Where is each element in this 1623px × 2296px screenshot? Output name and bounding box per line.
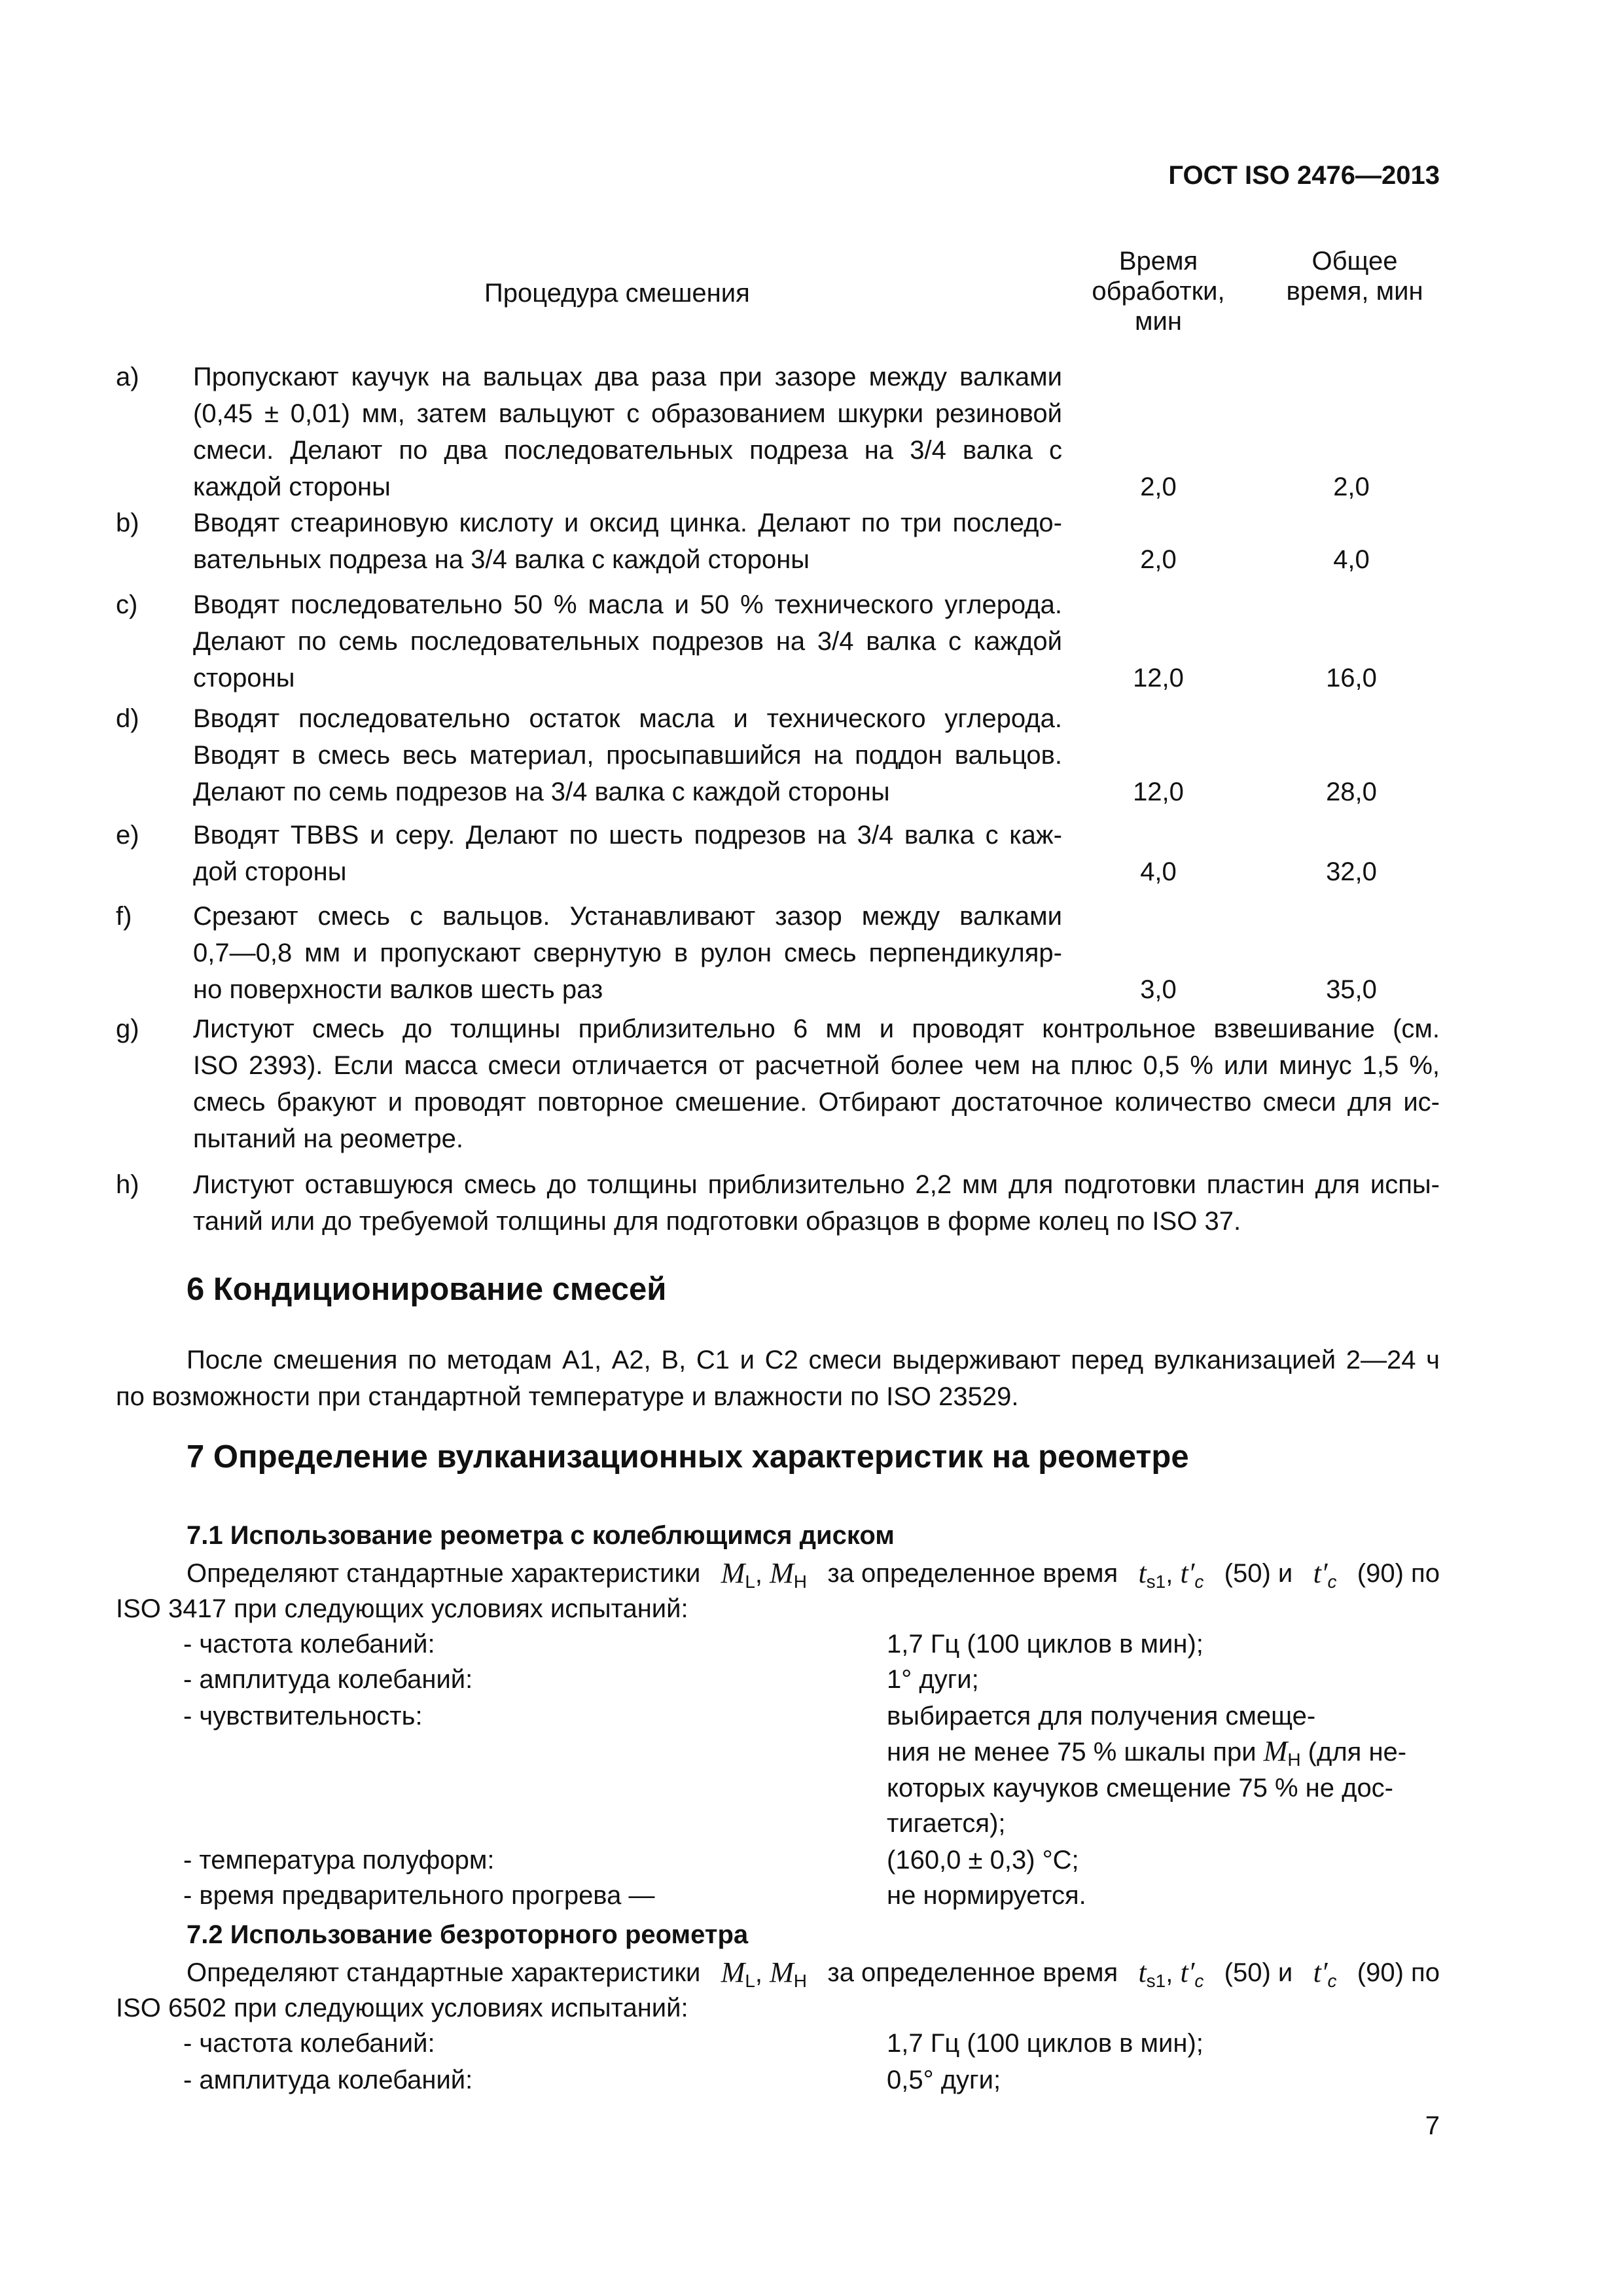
text: (90) по: [1357, 1958, 1440, 1987]
row-line: стороны: [193, 664, 295, 692]
item-text: [193, 1011, 1440, 1121]
row-time: 12,0: [1133, 778, 1184, 806]
row-line: каждой стороны: [193, 473, 391, 501]
condition-value: не нормируется.: [887, 1881, 1086, 1910]
column-total-line: Общее: [1311, 247, 1398, 276]
row-total: 35,0: [1326, 975, 1377, 1004]
condition-value: 1° дуги;: [887, 1665, 979, 1694]
row-time: 3,0: [1140, 975, 1177, 1004]
row-total: 32,0: [1326, 857, 1377, 886]
row-line: Делают по семь подрезов на 3/4 валка с каждой стороны: [193, 778, 890, 806]
text: (50) и: [1224, 1559, 1293, 1588]
row-line: Срезают смесь с вальцов. Устанавливают зазор между валками: [193, 902, 1062, 931]
symbol-ts1: $t_{s1}$, $t'_c$: [1138, 1956, 1204, 1991]
symbol-tc: $t'_c$: [1313, 1956, 1337, 1991]
paragraph-line: ISO 6502 при следующих условиях испытаний:: [116, 1994, 688, 2022]
row-text: [193, 817, 1062, 853]
column-total-line: время, мин: [1286, 277, 1423, 306]
row-line: но поверхности валков шесть раз: [193, 975, 603, 1004]
condition-key: - чувствительность:: [183, 1702, 423, 1731]
row-text: [193, 898, 1062, 971]
paragraph-line: по возможности при стандартной температуре и влажности по ISO 23529.: [116, 1382, 1019, 1411]
row-text: [193, 586, 1062, 660]
row-total: 4,0: [1333, 545, 1370, 574]
condition-key: - частота колебаний:: [183, 2029, 435, 2058]
condition-value: 0,5° дуги;: [887, 2066, 1001, 2094]
row-total: 16,0: [1326, 664, 1377, 692]
item-label: g): [116, 1014, 139, 1043]
row-line: (0,45 ± 0,01) мм, затем вальцуют с образованием шкурки резиновой: [193, 399, 1062, 428]
row-line: 0,7—0,8 мм и пропускают свернутую в рулон смесь перпендикуляр-: [193, 939, 1062, 967]
item-line: Листуют смесь до толщины приблизительно 6 мм и проводят контрольное взвешивание (см.: [193, 1014, 1440, 1043]
symbol-tc: $t'_c$: [1313, 1557, 1337, 1592]
row-time: 2,0: [1140, 473, 1177, 501]
row-line: смеси. Делают по два последовательных подреза на 3/4 валка с: [193, 436, 1062, 465]
row-time: 12,0: [1133, 664, 1184, 692]
row-line: Вводят стеариновую кислоту и оксид цинка. Делают по три последо-: [193, 509, 1062, 537]
condition-key: - время предварительного прогрева —: [183, 1881, 655, 1910]
condition-value: тигается);: [887, 1809, 1006, 1838]
row-label: b): [116, 509, 139, 537]
text: Определяют стандартные характеристики: [187, 1559, 701, 1588]
item-line: ISO 2393). Если масса смеси отличается от расчетной более чем на плюс 0,5 % или минус 1,5 %,: [193, 1051, 1440, 1080]
symbol-ts1: $t_{s1}$, $t'_c$: [1138, 1557, 1204, 1592]
condition-value: 1,7 Гц (100 циклов в мин);: [887, 1630, 1204, 1659]
text: за определенное время: [827, 1958, 1118, 1987]
paragraph-line: После смешения по методам А1, А2, В, С1 и С2 смеси выдерживают перед вулканизацией 2—24 ч: [187, 1346, 1440, 1374]
text: (90) по: [1357, 1559, 1440, 1588]
column-total-header: [1257, 246, 1453, 306]
row-label: c): [116, 590, 138, 619]
row-time: 4,0: [1140, 857, 1177, 886]
row-line: Вводят TBBS и серу. Делают по шесть подрезов на 3/4 валка с каж-: [193, 821, 1062, 850]
row-line: Вводят в смесь весь материал, просыпавшийся на поддон вальцов.: [193, 741, 1062, 770]
row-line: Делают по семь последовательных подрезов на 3/4 валка с каждой: [193, 627, 1062, 656]
row-label: d): [116, 704, 139, 733]
condition-value: ния не менее 75 % шкалы при $M_H$ (для не-: [887, 1735, 1407, 1770]
item-line: таний или до требуемой толщины для подготовки образцов в форме колец по ISO 37.: [193, 1207, 1241, 1236]
item-label: h): [116, 1170, 139, 1199]
condition-value: (160,0 ± 0,3) °С;: [887, 1846, 1079, 1874]
row-text: [193, 505, 1062, 541]
row-line: Вводят последовательно остаток масла и технического углерода.: [193, 704, 1062, 733]
subsection-heading: 7.1 Использование реометра с колеблющимся диском: [187, 1521, 895, 1550]
column-procedure-header: Процедура смешения: [484, 279, 750, 308]
row-text: [193, 700, 1062, 774]
condition-value: которых каучуков смещение 75 % не дос-: [887, 1774, 1394, 1803]
row-total: 2,0: [1333, 473, 1370, 501]
standard-number: ГОСТ ISO 2476—2013: [1168, 161, 1440, 190]
page-number: 7: [1425, 2111, 1440, 2140]
section-heading: 6 Кондиционирование смесей: [187, 1272, 667, 1307]
column-time-line: обработки,: [1092, 277, 1225, 306]
subsection-heading: 7.2 Использование безроторного реометра: [187, 1920, 749, 1949]
condition-key: - частота колебаний:: [183, 1630, 435, 1659]
symbol-ml: $M_L$, $M_H$: [721, 1557, 808, 1592]
condition-value: выбирается для получения смеще-: [887, 1702, 1316, 1731]
condition-key: - амплитуда колебаний:: [183, 2066, 473, 2094]
row-line: вательных подреза на 3/4 валка с каждой стороны: [193, 545, 810, 574]
item-line: пытаний на реометре.: [193, 1124, 463, 1153]
row-total: 28,0: [1326, 778, 1377, 806]
row-text: [193, 359, 1062, 469]
item-line: смесь бракуют и проводят повторное смешение. Отбирают достаточное количество смеси для ис-: [193, 1088, 1440, 1117]
row-label: a): [116, 363, 139, 391]
row-label: f): [116, 902, 132, 931]
item-text: [193, 1166, 1440, 1203]
row-time: 2,0: [1140, 545, 1177, 574]
paragraph-line: ISO 3417 при следующих условиях испытаний:: [116, 1594, 688, 1623]
row-line: дой стороны: [193, 857, 347, 886]
item-line: Листуют оставшуюся смесь до толщины приблизительно 2,2 мм для подготовки пластин для испы-: [193, 1170, 1440, 1199]
condition-value: 1,7 Гц (100 циклов в мин);: [887, 2029, 1204, 2058]
condition-key: - температура полуформ:: [183, 1846, 495, 1874]
condition-key: - амплитуда колебаний:: [183, 1665, 473, 1694]
row-line: Пропускают каучук на вальцах два раза при зазоре между валками: [193, 363, 1062, 391]
text: за определенное время: [827, 1559, 1118, 1588]
section-heading: 7 Определение вулканизационных характеристик на реометре: [187, 1439, 1189, 1475]
row-line: Вводят последовательно 50 % масла и 50 % технического углерода.: [193, 590, 1062, 619]
text: (50) и: [1224, 1958, 1293, 1987]
row-label: e): [116, 821, 139, 850]
column-time-line: мин: [1135, 307, 1182, 336]
column-time-line: Время: [1118, 247, 1198, 276]
column-time-header: [1060, 246, 1257, 336]
text: Определяют стандартные характеристики: [187, 1958, 701, 1987]
symbol-ml: $M_L$, $M_H$: [721, 1956, 808, 1991]
